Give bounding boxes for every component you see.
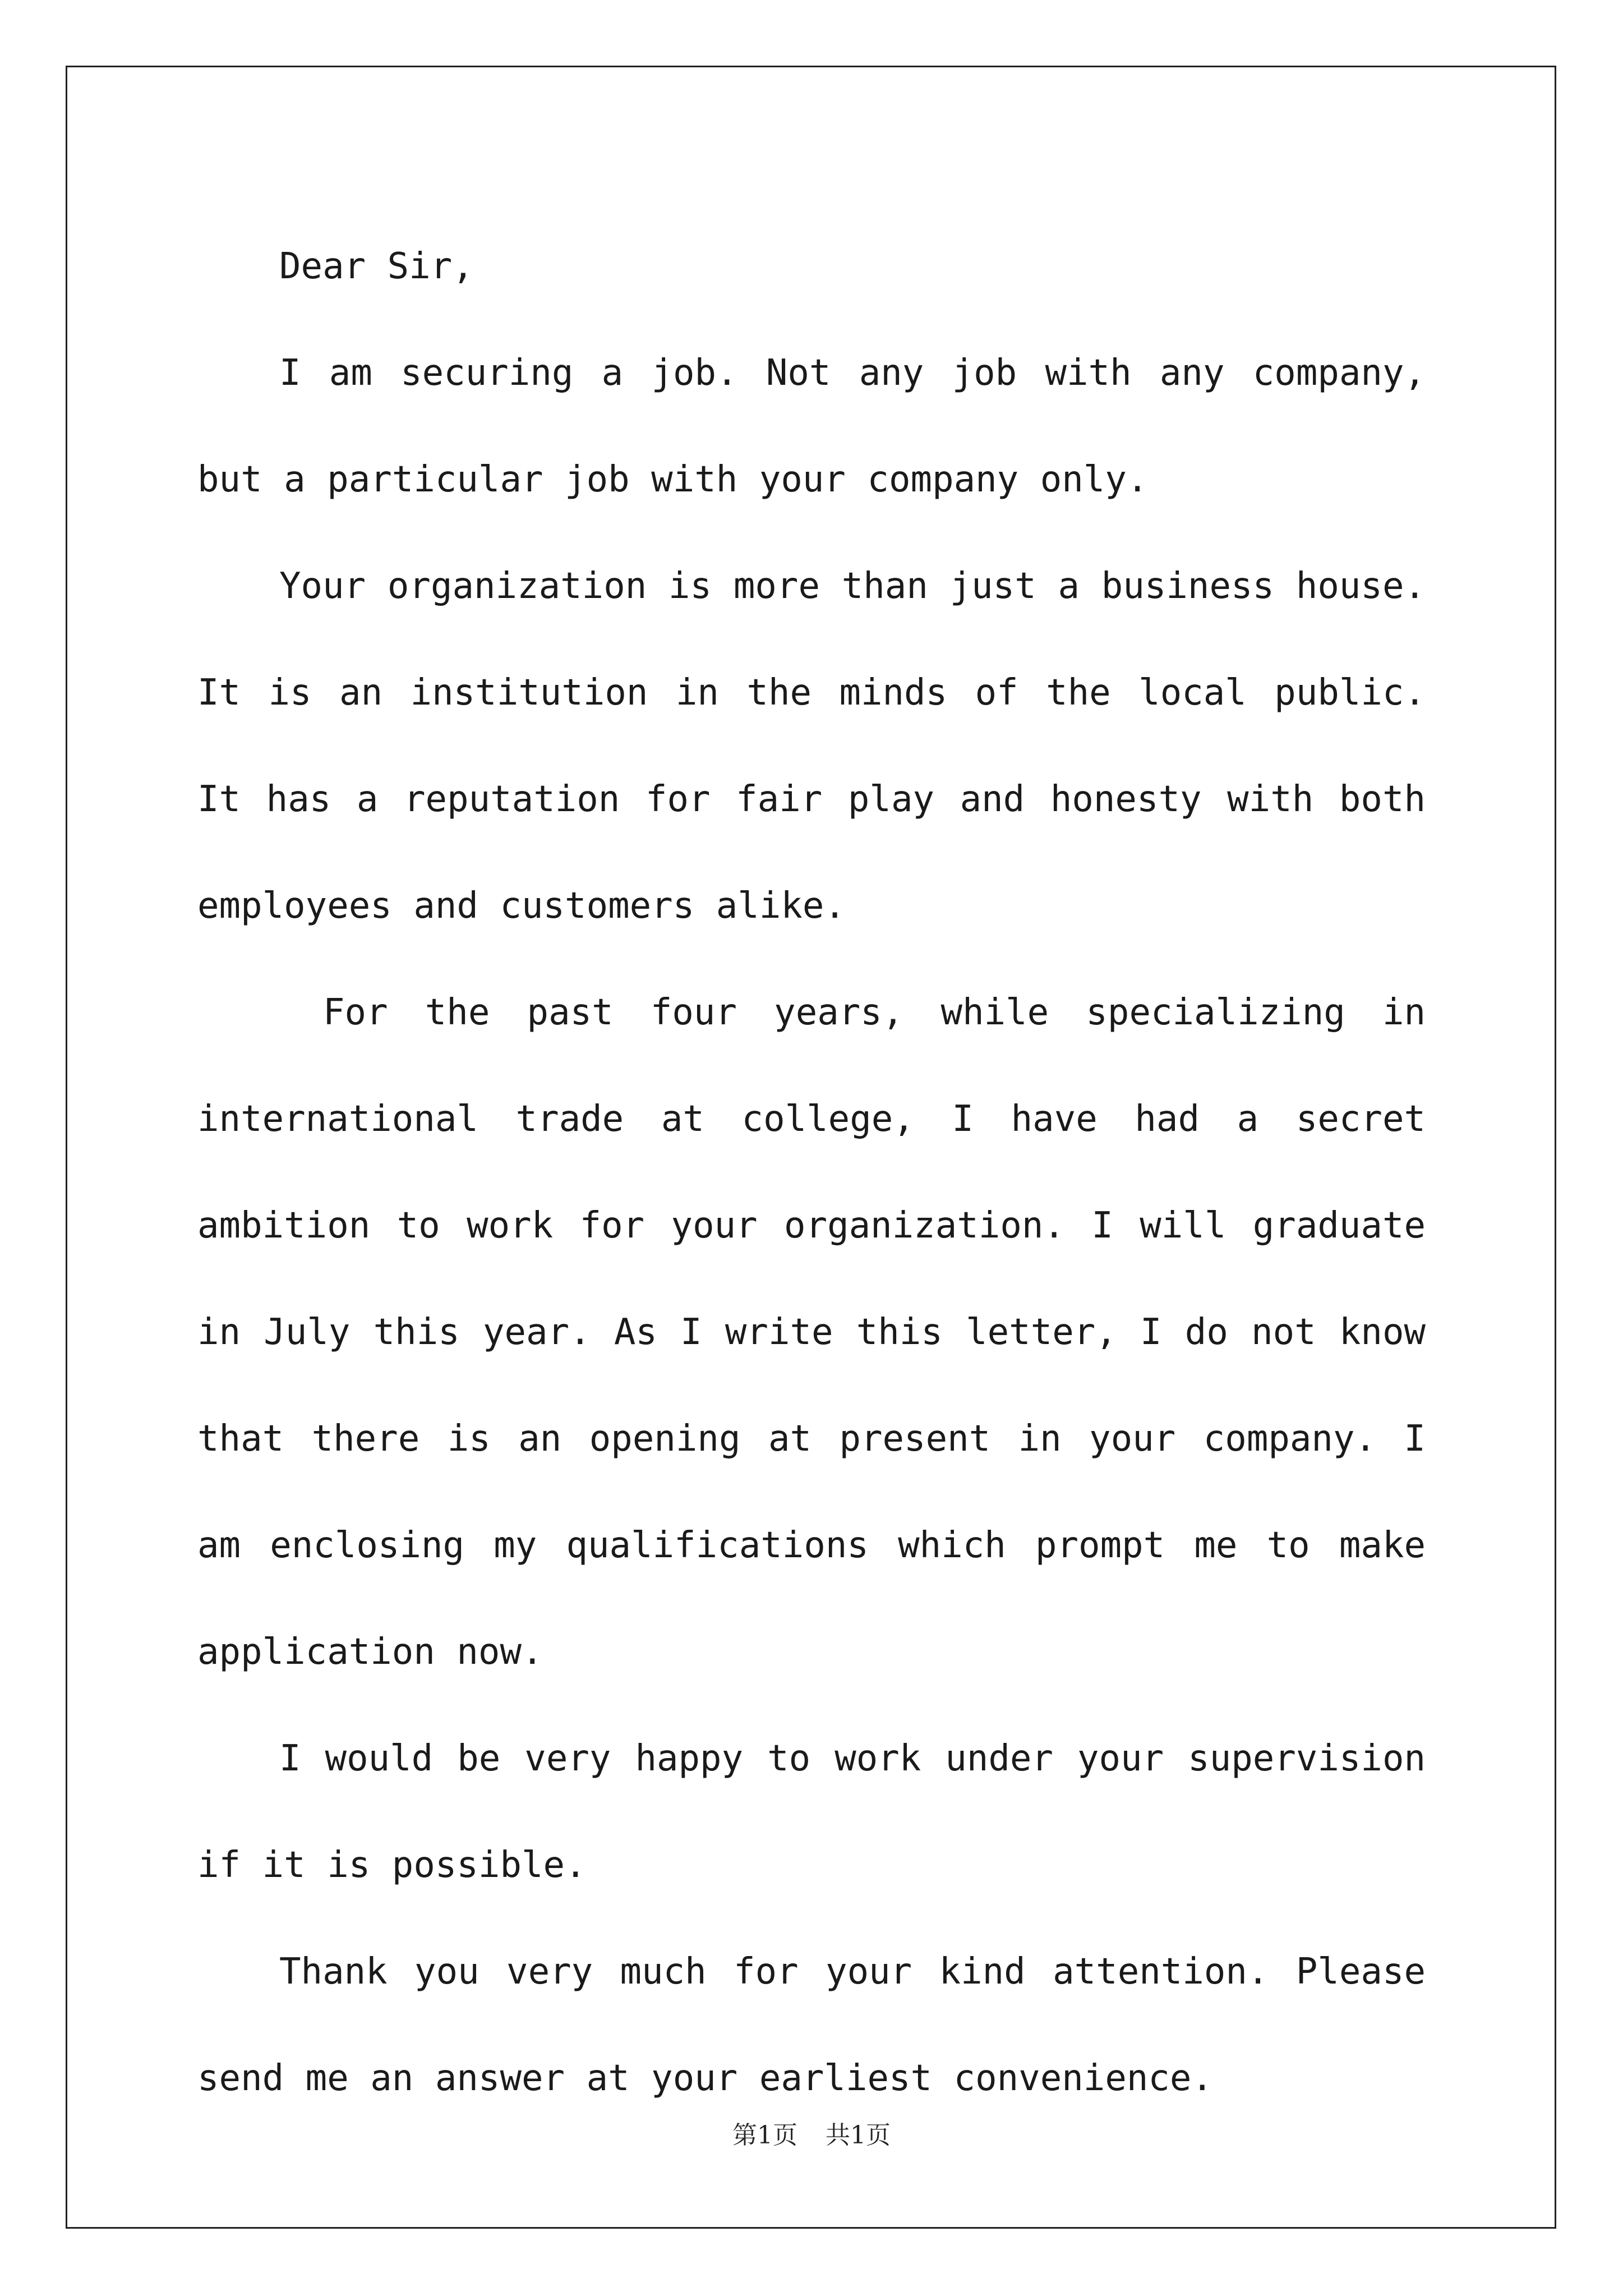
- paragraph-2: Your organization is more than just a business house. It is an institution in the minds of the local public. It has a reputation for fair play and honesty with both employees and customers alike.: [197, 565, 1426, 927]
- salutation: Dear Sir,: [279, 246, 474, 287]
- paragraph-4: I would be very happy to work under your supervision if it is possible.: [197, 1738, 1426, 1886]
- paragraph-1: I am securing a job. Not any job with any company, but a particular job with your company only.: [197, 352, 1426, 500]
- page-number: 第1页: [732, 2121, 797, 2150]
- letter-body: [197, 213, 1426, 2132]
- paragraph-3: For the past four years, while specializing in international trade at college, I have had a secret ambition to work for your organization. I will graduate in July this year. As I write this letter, I do not know that there is an opening at present in your company. I am enclosing my qualifications which prompt me to make application now.: [197, 992, 1426, 1673]
- paragraph-5: Thank you very much for your kind attention. Please send me an answer at your earliest convenience.: [197, 1951, 1426, 2099]
- page-footer: [0, 2115, 1623, 2151]
- page-total: 共1页: [826, 2121, 891, 2150]
